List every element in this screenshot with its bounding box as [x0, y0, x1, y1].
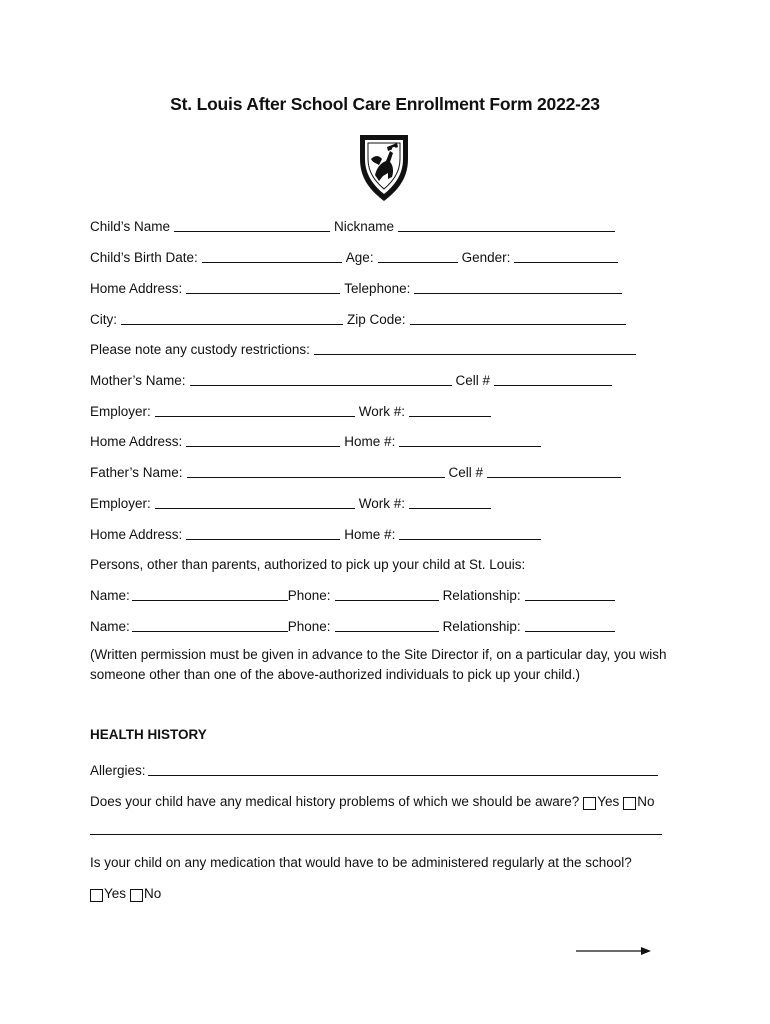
medical-no-label: No [637, 794, 655, 809]
medication-yes-checkbox[interactable] [90, 889, 103, 902]
father-address-label: Home Address: [90, 527, 183, 542]
school-crest-icon [357, 129, 411, 203]
gender-field[interactable] [514, 248, 618, 263]
mother-home-label: Home #: [344, 434, 396, 449]
medical-history-details-field[interactable] [90, 834, 662, 835]
mother-cell-label: Cell # [455, 373, 491, 388]
child-name-label: Child’s Name [90, 219, 171, 234]
pickup-name-label: Name: [90, 588, 130, 603]
mother-name-row [90, 368, 616, 388]
medication-no-checkbox[interactable] [130, 889, 143, 902]
mother-name-field[interactable] [190, 371, 452, 386]
mother-home-field[interactable] [399, 432, 541, 447]
pickup-relationship-field[interactable] [525, 586, 615, 601]
pickup-relationship-field[interactable] [525, 617, 615, 632]
age-label: Age: [345, 250, 374, 265]
pickup-phone-field[interactable] [335, 617, 439, 632]
custody-field[interactable] [314, 340, 636, 355]
allergies-label: Allergies: [90, 763, 146, 778]
medical-yes-label: Yes [597, 794, 620, 809]
city-label: City: [90, 312, 117, 327]
mother-employer-field[interactable] [155, 402, 355, 417]
father-home-field[interactable] [399, 525, 541, 540]
birth-date-field[interactable] [202, 248, 342, 263]
mother-cell-field[interactable] [494, 371, 612, 386]
pickup-relationship-label: Relationship: [442, 619, 521, 634]
next-page-arrow-icon [575, 943, 655, 959]
pickup-phone-label: Phone: [287, 619, 331, 634]
age-field[interactable] [378, 248, 458, 263]
pickup-phone-field[interactable] [335, 586, 439, 601]
mother-work-field[interactable] [409, 402, 491, 417]
pickup-intro-text: Persons, other than parents, authorized to pick up your child at St. Louis: [90, 557, 526, 572]
father-work-label: Work #: [358, 496, 406, 511]
father-employer-row [90, 491, 495, 511]
father-employer-label: Employer: [90, 496, 151, 511]
home-address-field[interactable] [186, 279, 340, 294]
pickup-name-field[interactable] [132, 586, 288, 601]
father-address-field[interactable] [186, 525, 340, 540]
home-address-label: Home Address: [90, 281, 183, 296]
zip-code-field[interactable] [410, 310, 626, 325]
child-birth-row [90, 245, 622, 265]
medical-history-question: Does your child have any medical history problems of which we should be aware? [90, 794, 580, 809]
city-field[interactable] [121, 310, 343, 325]
allergies-row [90, 758, 662, 778]
health-history-heading: HEALTH HISTORY [90, 727, 207, 742]
medication-answer-row [86, 881, 161, 901]
mother-address-field[interactable] [186, 432, 340, 447]
allergies-field[interactable] [148, 761, 658, 776]
father-employer-field[interactable] [155, 494, 355, 509]
father-name-label: Father’s Name: [90, 465, 183, 480]
mother-work-label: Work #: [358, 404, 406, 419]
custody-label: Please note any custody restrictions: [90, 342, 310, 357]
father-home-label: Home #: [344, 527, 396, 542]
child-name-field[interactable] [174, 217, 330, 232]
child-address-row [90, 276, 626, 296]
medication-row [90, 850, 632, 870]
mother-employer-row [90, 399, 495, 419]
medication-yes-label: Yes [104, 886, 127, 901]
father-name-field[interactable] [187, 463, 445, 478]
medical-no-checkbox[interactable] [623, 797, 636, 810]
pickup-phone-label: Phone: [287, 588, 331, 603]
father-name-row [90, 460, 625, 480]
mother-name-label: Mother’s Name: [90, 373, 186, 388]
telephone-label: Telephone: [344, 281, 411, 296]
zip-code-label: Zip Code: [347, 312, 406, 327]
pickup-note: (Written permission must be given in advance to the Site Director if, on a particular day, you wish someone other than one of the above-authorized individuals to pick up your child.) [90, 647, 667, 682]
form-title: St. Louis After School Care Enrollment Form 2022-23 [170, 94, 600, 114]
father-cell-field[interactable] [487, 463, 621, 478]
nickname-label: Nickname [334, 219, 395, 234]
nickname-field[interactable] [398, 217, 615, 232]
father-work-field[interactable] [409, 494, 491, 509]
mother-address-label: Home Address: [90, 434, 183, 449]
child-city-row [90, 307, 630, 327]
pickup-name-label: Name: [90, 619, 130, 634]
medication-question: Is your child on any medication that would have to be administered regularly at the school? [90, 855, 632, 870]
birth-date-label: Child’s Birth Date: [90, 250, 198, 265]
custody-row [90, 337, 640, 357]
medical-yes-checkbox[interactable] [583, 797, 596, 810]
pickup-name-field[interactable] [132, 617, 288, 632]
pickup-person-row-1 [90, 583, 619, 603]
medication-no-label: No [144, 886, 162, 901]
gender-label: Gender: [461, 250, 511, 265]
father-cell-label: Cell # [448, 465, 484, 480]
father-address-row [90, 522, 545, 542]
pickup-intro [90, 552, 525, 572]
child-name-row [90, 214, 619, 234]
pickup-relationship-label: Relationship: [442, 588, 521, 603]
mother-employer-label: Employer: [90, 404, 151, 419]
mother-address-row [90, 429, 545, 449]
telephone-field[interactable] [414, 279, 622, 294]
medical-history-row [90, 789, 655, 809]
pickup-person-row-2 [90, 614, 619, 634]
